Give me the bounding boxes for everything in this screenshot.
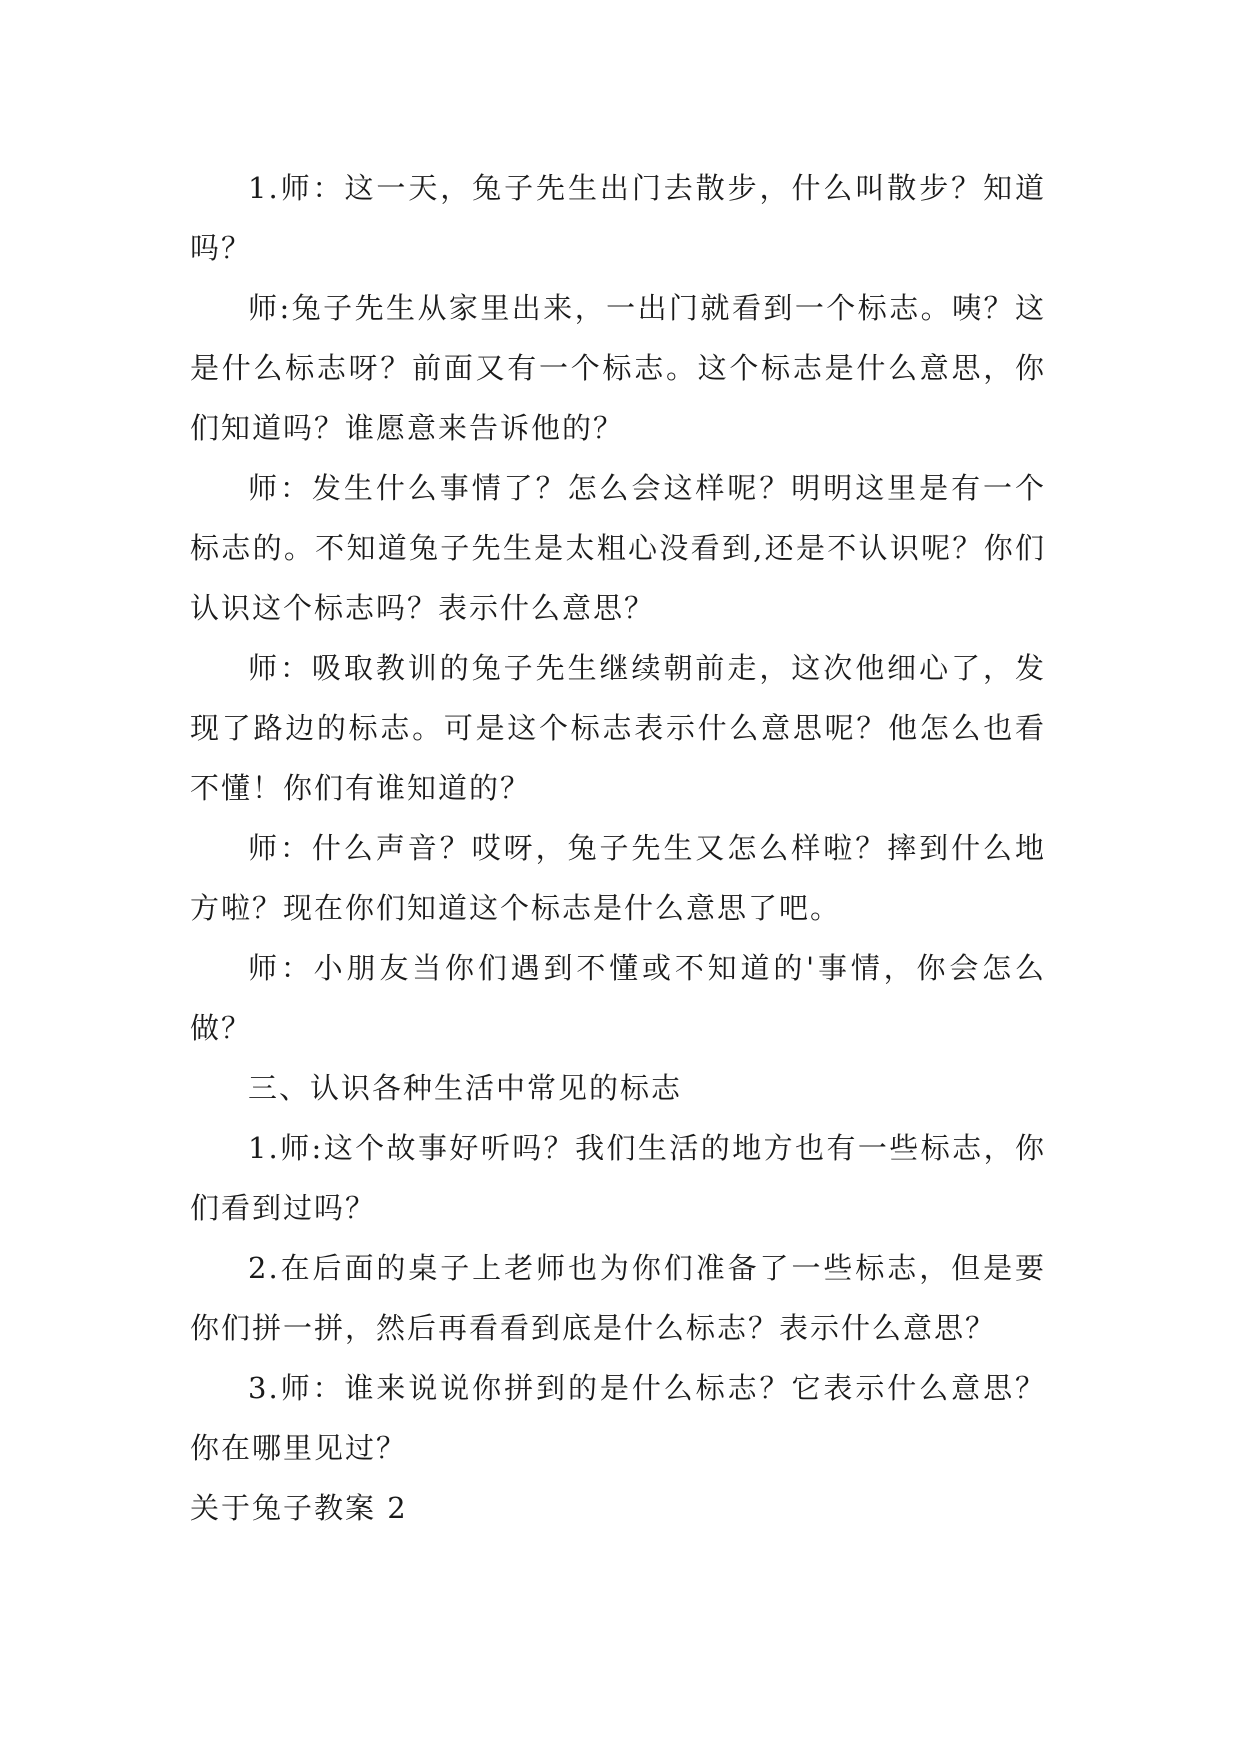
paragraph-9: 3.师：谁来说说你拼到的是什么标志？它表示什么意思？你在哪里见过？: [190, 1371, 1046, 1465]
paragraph-5: 师：什么声音？哎呀，兔子先生又怎么样啦？摔到什么地方啦？现在你们知道这个标志是什么意思了吧。: [190, 831, 1046, 925]
paragraph-2: 师:兔子先生从家里出来，一出门就看到一个标志。咦？这是什么标志呀？前面又有一个标志。这个标志是什么意思，你们知道吗？谁愿意来告诉他的？: [190, 291, 1046, 445]
paragraph-7: 1.师:这个故事好听吗？我们生活的地方也有一些标志，你们看到过吗？: [190, 1131, 1046, 1225]
paragraph-6: 师：小朋友当你们遇到不懂或不知道的'事情，你会怎么做？: [190, 951, 1046, 1045]
section-heading-3: 三、认识各种生活中常见的标志: [248, 1071, 683, 1105]
paragraph-3: 师：发生什么事情了？怎么会这样呢？明明这里是有一个标志的。不知道兔子先生是太粗心没看到,还是不认识呢？你们认识这个标志吗？表示什么意思？: [190, 471, 1046, 625]
paragraph-8: 2.在后面的桌子上老师也为你们准备了一些标志，但是要你们拼一拼，然后再看看到底是什么标志？表示什么意思？: [190, 1251, 1046, 1345]
paragraph-4: 师：吸取教训的兔子先生继续朝前走，这次他细心了，发现了路边的标志。可是这个标志表示什么意思呢？他怎么也看不懂！你们有谁知道的？: [190, 651, 1046, 805]
section-title: 关于兔子教案 2: [190, 1491, 408, 1525]
paragraph-1: 1.师：这一天，兔子先生出门去散步，什么叫散步？知道吗？: [190, 171, 1046, 265]
document-page: [190, 158, 1046, 1538]
